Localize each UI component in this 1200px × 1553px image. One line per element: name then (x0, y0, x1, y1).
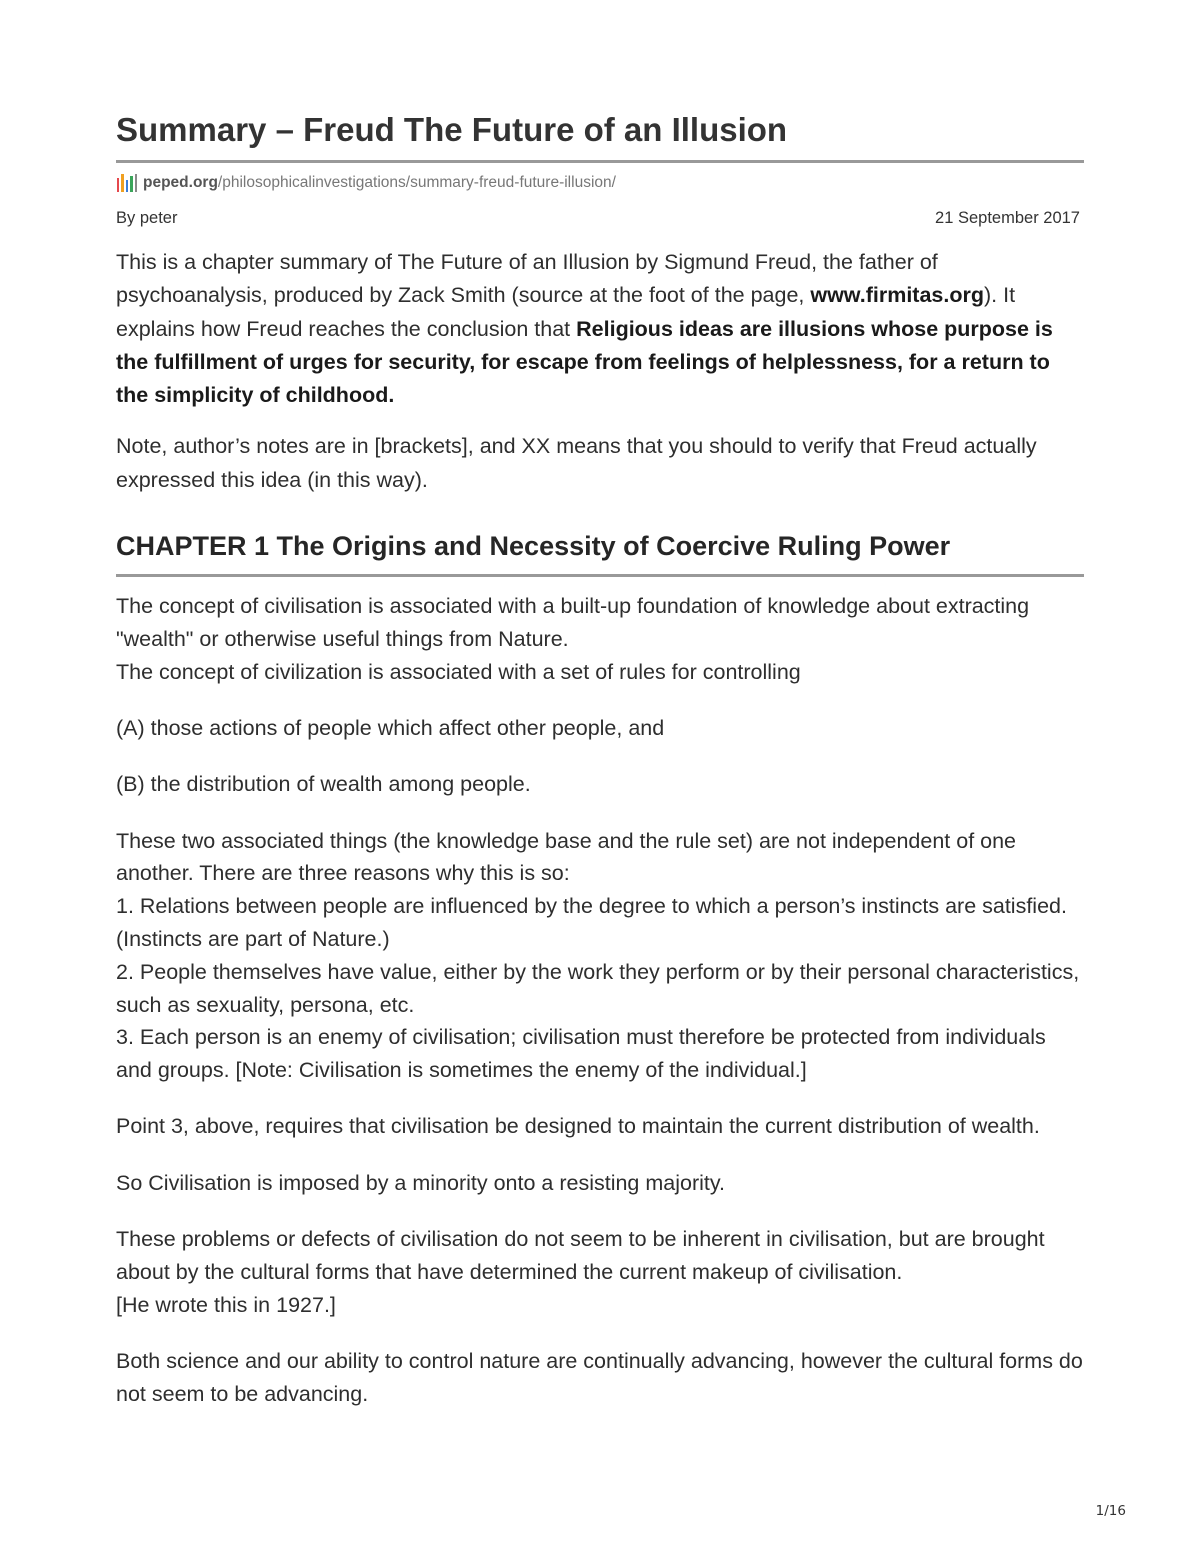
source-url[interactable] (116, 171, 1084, 195)
source-domain[interactable]: peped.org (143, 174, 218, 191)
note-paragraph: Note, author’s notes are in [brackets], and XX means that you should to verify that Freud actually expressed this idea (in this way). (116, 434, 1037, 492)
page-number: 1/16 (1095, 1503, 1126, 1519)
civilisation-line-2: The concept of civilization is associated with a set of rules for controlling (116, 659, 801, 684)
civilisation-line-1: The concept of civilisation is associated with a built-up foundation of knowledge about extracting "wealth" or otherwise useful things from Nature. (116, 594, 1030, 651)
author: By peter (116, 209, 178, 227)
intro-text: This is a chapter summary of The Future of an Illusion by Sigmund Freud, the father of psychoanalysis, produced by Zack Smith (source at the foot of the page, (116, 250, 938, 308)
intro-text-continued: ). It explains how Freud reaches the conclusion that (116, 283, 1016, 341)
intro-conclusion: Religious ideas are illusions whose purpose is the fulfillment of urges for security, for escape from feelings of helplessness, for a return to the simplicity of childhood. (116, 316, 1053, 408)
reason-1: 1. Relations between people are influenced by the degree to which a person’s instincts are satisfied. (Instincts are part of Nature.) (116, 894, 1067, 951)
page-title: Summary – Freud The Future of an Illusion (116, 108, 1084, 163)
problems-text: These problems or defects of civilisation do not seem to be inherent in civilisation, but are brought about by the cultural forms that have determined the current makeup of civilisation. (116, 1227, 1045, 1284)
reasons-paragraph (116, 825, 1084, 1087)
peped-logo-icon (117, 174, 137, 192)
civilisation-paragraph (116, 590, 1084, 688)
reason-3: 3. Each person is an enemy of civilisation; civilisation must therefore be protected from individuals and groups. [Note: Civilisation is sometimes the enemy of the individual.] (116, 1025, 1046, 1083)
publish-date: 21 September 2017 (935, 209, 1080, 227)
item-b: (B) the distribution of wealth among people. (116, 772, 531, 797)
chapter-1-heading: CHAPTER 1 The Origins and Necessity of Coercive Ruling Power (116, 528, 1084, 577)
intro-section (116, 246, 1084, 497)
item-a: (A) those actions of people which affect other people, and (116, 715, 665, 740)
source-path[interactable]: /philosophicalinvestigations/summary-freud-future-illusion/ (217, 174, 616, 191)
intro-paragraph (116, 246, 1084, 412)
science-paragraph: Both science and our ability to control nature are continually advancing, however the cultural forms do not seem to be advancing. (116, 1348, 1083, 1406)
chapter-1-body (116, 590, 1084, 1410)
reasons-intro: These two associated things (the knowledge base and the rule set) are not independent of one another. There are three reasons why this is so: (116, 828, 1017, 886)
reason-2: 2. People themselves have value, either by the work they perform or by their personal characteristics, such as sexuality, persona, etc. (116, 959, 1080, 1017)
document-page (116, 108, 1084, 1434)
firmitas-link[interactable]: www.firmitas.org (810, 283, 984, 308)
imposed-paragraph: So Civilisation is imposed by a minority onto a resisting majority. (116, 1170, 726, 1195)
byline (116, 207, 1084, 229)
point-3-paragraph: Point 3, above, requires that civilisation be designed to maintain the current distribution of wealth. (116, 1114, 1040, 1139)
problems-paragraph (116, 1223, 1084, 1321)
problems-note: [He wrote this in 1927.] (116, 1292, 336, 1317)
